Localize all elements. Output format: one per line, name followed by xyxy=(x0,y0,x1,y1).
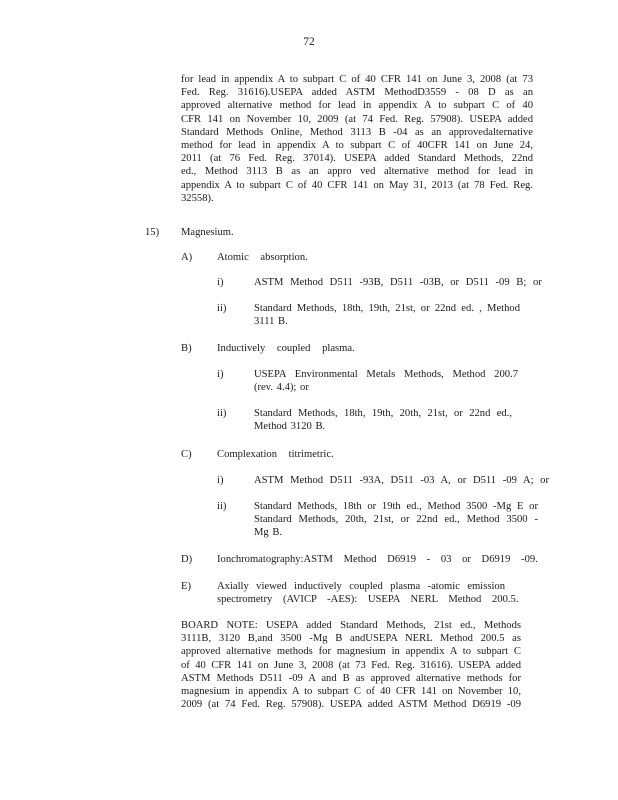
intro-line: CFR 141 on November 10, 2009 (at 74 Fed. Reg. 57908). USEPA added xyxy=(181,113,533,125)
item-label: ii) xyxy=(217,408,227,419)
item-line: Standard Methods, 20th, 21st, or 22nd ed., Method 3500 - xyxy=(254,514,538,526)
board-note-line: approved alternative methods for magnesium in appendix A to subpart C xyxy=(181,646,521,658)
intro-line: 2011 (at 76 Fed. Reg. 37014). USEPA added Standard Methods, 22nd xyxy=(181,153,533,165)
board-note-line: of 40 CFR 141 on June 3, 2008 (at 73 Fed. Reg. 31616). USEPA added xyxy=(181,659,521,671)
item-text: ASTM Method D511 -93A, D511 -03 A, or D511 -09 A; or xyxy=(254,475,550,486)
intro-line: 32558). xyxy=(181,192,214,204)
intro-line: method for lead in appendix A to subpart C of 40CFR 141 on June 24, xyxy=(181,140,533,152)
intro-line: Standard Methods Online, Method 3113 B -04 as an approvedalternative xyxy=(181,126,533,138)
item-line: 3111 B. xyxy=(254,316,288,328)
item-text: ASTM Method D511 -93B, D511 -03B, or D511 -09 B; or xyxy=(254,277,542,288)
item-number: 15) xyxy=(145,227,160,238)
intro-paragraph xyxy=(181,73,533,205)
section-title: Atomic absorption. xyxy=(217,252,308,263)
board-note-line: BOARD NOTE: USEPA added Standard Methods, 21st ed., Methods xyxy=(181,620,521,631)
page-number: 72 xyxy=(303,36,315,48)
item-label: i) xyxy=(217,475,224,486)
board-note-line: 2009 (at 74 Fed. Reg. 57908). USEPA added ASTM Method D6919 -09 xyxy=(181,699,521,711)
intro-line: for lead in appendix A to subpart C of 40 CFR 141 on June 3, 2008 (at 73 xyxy=(181,74,533,85)
section-text xyxy=(217,553,538,566)
item-title: Magnesium. xyxy=(181,227,234,238)
section-label: D) xyxy=(181,554,193,565)
section-label: C) xyxy=(181,449,192,460)
item-text xyxy=(254,500,538,540)
section-title: Complexation titrimetric. xyxy=(217,449,334,460)
intro-line: Fed. Reg. 31616).USEPA added ASTM MethodD3559 - 08 D as an xyxy=(181,87,533,99)
item-line: Standard Methods, 18th, 19th, 21st, or 22nd ed. , Method xyxy=(254,303,520,314)
item-label: ii) xyxy=(217,501,227,512)
item-label: i) xyxy=(217,277,224,288)
board-note-line: ASTM Methods D511 -09 A and B as approved alternative methods for xyxy=(181,672,521,684)
section-title: Inductively coupled plasma. xyxy=(217,343,355,354)
item-line: USEPA Environmental Metals Methods, Method 200.7 xyxy=(254,369,518,380)
section-line: spectrometry (AVICP -AES): USEPA NERL Method 200.5. xyxy=(217,594,519,606)
item-label: i) xyxy=(217,369,224,380)
board-note xyxy=(181,619,521,711)
item-label: ii) xyxy=(217,303,227,314)
section-label: E) xyxy=(181,581,191,592)
item-line: Method 3120 B. xyxy=(254,421,326,433)
board-note-line: 3111B, 3120 B,and 3500 -Mg B andUSEPA NERL Method 200.5 as xyxy=(181,633,521,645)
section-line: Ionchromatography:ASTM Method D6919 - 03 or D6919 -09. xyxy=(217,554,538,565)
section-label: B) xyxy=(181,343,192,354)
item-text xyxy=(254,302,520,328)
intro-line: appendix A to subpart C of 40 CFR 141 on May 31, 2013 (at 78 Fed. Reg. xyxy=(181,179,533,191)
section-text xyxy=(217,580,519,606)
section-line: Axially viewed inductively coupled plasma -atomic emission xyxy=(217,581,505,592)
item-text xyxy=(254,368,518,394)
intro-line: approved alternative method for lead in appendix A to subpart C of 40 xyxy=(181,100,533,112)
item-line: Mg B. xyxy=(254,527,283,539)
item-text xyxy=(254,407,512,433)
item-line: (rev. 4.4); or xyxy=(254,382,309,394)
section-label: A) xyxy=(181,252,193,263)
item-line: Standard Methods, 18th, 19th, 20th, 21st, or 22nd ed., xyxy=(254,408,512,419)
item-line: Standard Methods, 18th or 19th ed., Method 3500 -Mg E or xyxy=(254,501,538,512)
board-note-line: magnesium in appendix A to subpart C of 40 CFR 141 on November 10, xyxy=(181,686,521,698)
intro-line: ed., Method 3113 B as an appro ved alternative method for lead in xyxy=(181,166,533,178)
